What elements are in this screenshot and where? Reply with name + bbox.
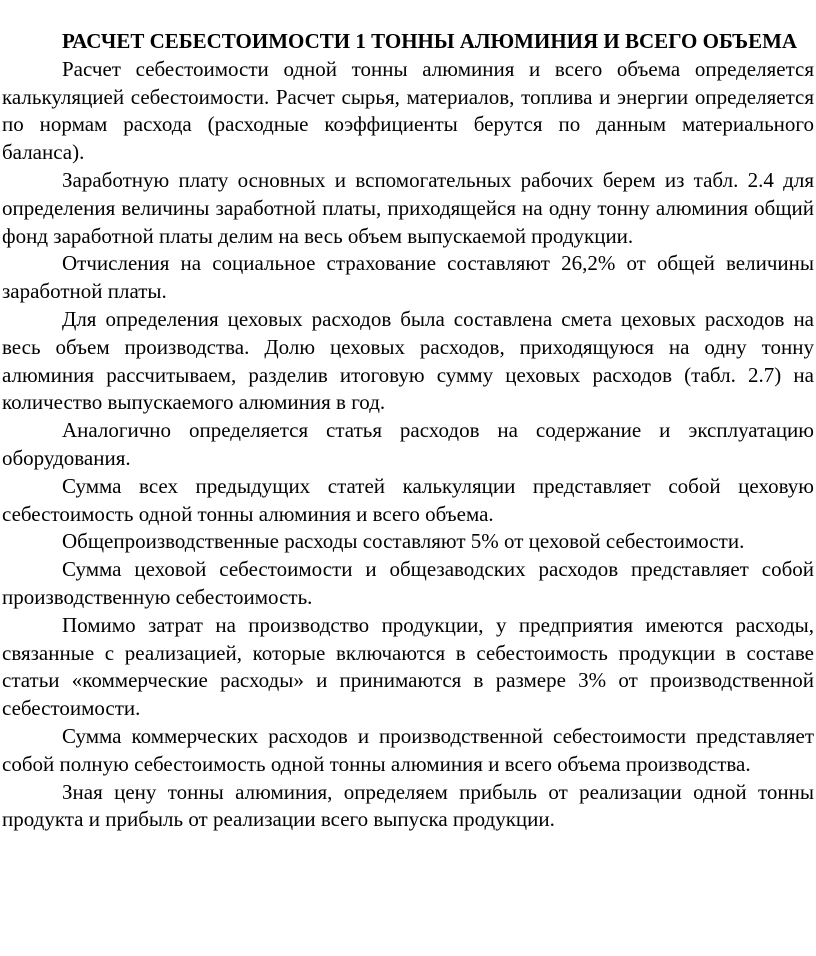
paragraph: Сумма цеховой себестоимости и общезаводских расходов представляет собой производственную себестоимость.: [2, 557, 814, 609]
paragraph: Расчет себестоимости одной тонны алюминия и всего объема определяется калькуляцией себестоимости. Расчет сырья, материалов, топлива и энергии определяется по нормам расхода (расходные коэффициенты берутся по данным материального баланса).: [2, 56, 814, 165]
paragraph: Общепроизводственные расходы составляют 5% от цеховой себестоимости.: [62, 529, 745, 554]
paragraph: Заработную плату основных и вспомогательных рабочих берем из табл. 2.4 для определения величины заработной платы, приходящейся на одну тонну алюминия общий фонд заработной платы делим на весь объем выпускаемой продукции.: [2, 167, 814, 248]
paragraph: Для определения цеховых расходов была составлена смета цеховых расходов на весь объем производства. Долю цеховых расходов, приходящуюся на одну тонну алюминия рассчитываем, разделив итоговую сумму цеховых расходов (табл. 2.7) на количество выпускаемого алюминия в год.: [2, 306, 814, 415]
paragraph: Помимо затрат на производство продукции, у предприятия имеются расходы, связанные с реализацией, которые включаются в себестоимость продукции в составе статьи «коммерческие расходы» и принимаются в размере 3% от производственной себестоимости.: [2, 612, 814, 721]
paragraph: Сумма коммерческих расходов и производственной себестоимости представляет собой полную себестоимость одной тонны алюминия и всего объема производства.: [2, 723, 814, 776]
paragraph: Сумма всех предыдущих статей калькуляции представляет собой цеховую себестоимость одной тонны алюминия и всего объема.: [2, 473, 814, 526]
paragraph: Зная цену тонны алюминия, определяем прибыль от реализации одной тонны продукта и прибыль от реализации всего выпуска продукции.: [2, 779, 814, 832]
document-title: РАСЧЕТ СЕБЕСТОИМОСТИ 1 ТОННЫ АЛЮМИНИЯ И ВСЕГО ОБЪЕМА: [62, 29, 798, 53]
paragraph: Аналогично определяется статья расходов на содержание и эксплуатацию оборудования.: [2, 418, 814, 470]
paragraph: Отчисления на социальное страхование составляют 26,2% от общей величины заработной платы.: [2, 251, 814, 304]
